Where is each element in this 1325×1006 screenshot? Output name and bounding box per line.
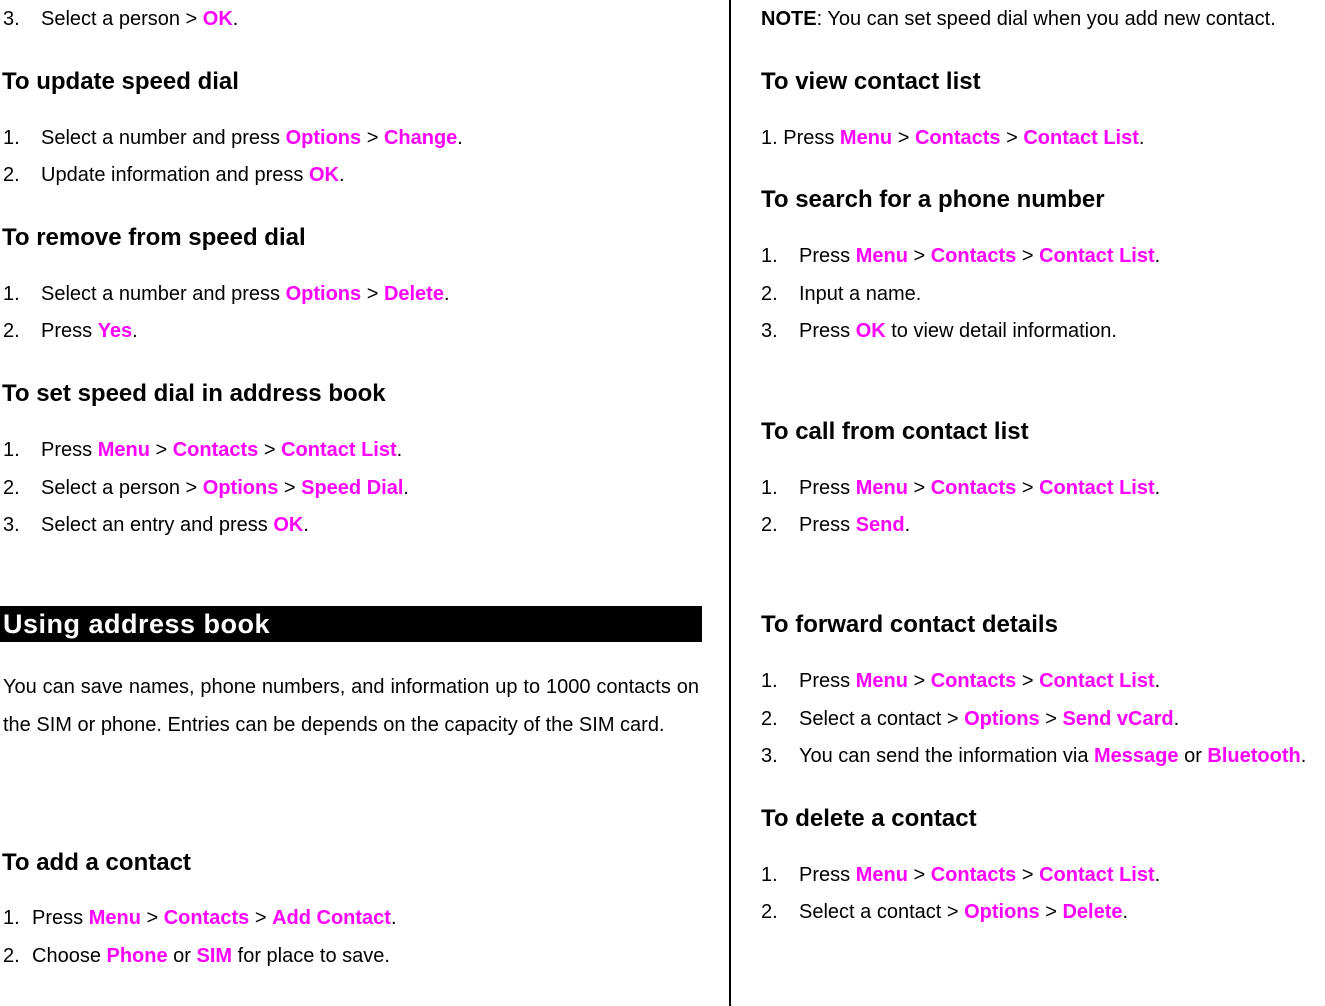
- heading-delete-contact: To delete a contact: [761, 805, 977, 832]
- column-divider: [729, 0, 731, 1006]
- step-line: 2. Choose Phone or SIM for place to save.: [3, 945, 390, 967]
- heading-set-speed-dial: To set speed dial in address book: [2, 380, 386, 407]
- intro-paragraph: You can save names, phone numbers, and information up to 1000 contacts on the SIM or phone. Entries can be depends on the capacity of the SIM card.: [3, 676, 699, 736]
- step-line: 3. Select a person > OK.: [3, 8, 239, 30]
- step-line: 1. Press Menu > Contacts > Contact List.: [761, 477, 1161, 499]
- step-line: 3. Press OK to view detail information.: [761, 320, 1117, 342]
- heading-add-contact: To add a contact: [2, 849, 191, 876]
- step-line: 1. Select a number and press Options > Change.: [3, 127, 463, 149]
- heading-search-phone-number: To search for a phone number: [761, 186, 1105, 213]
- heading-view-contact-list: To view contact list: [761, 68, 981, 95]
- step-line: 2. Press Send.: [761, 514, 911, 536]
- step-line: 1. Press Menu > Contacts > Contact List.: [761, 245, 1161, 267]
- step-line: 1. Select a number and press Options > Delete.: [3, 283, 450, 305]
- step-line: 2. Select a contact > Options > Send vCard.: [761, 708, 1180, 730]
- step-line: 1. Press Menu > Contacts > Add Contact.: [3, 907, 397, 929]
- step-line: 1. Press Menu > Contacts > Contact List.: [3, 439, 403, 461]
- step-line: 2. Update information and press OK.: [3, 164, 345, 186]
- heading-update-speed-dial: To update speed dial: [2, 68, 239, 95]
- heading-call-from-contact-list: To call from contact list: [761, 418, 1029, 445]
- step-line: 3. You can send the information via Message or Bluetooth.: [761, 745, 1307, 767]
- step-line: 2. Select a contact > Options > Delete.: [761, 901, 1129, 923]
- heading-forward-contact-details: To forward contact details: [761, 611, 1058, 638]
- step-line: 1. Press Menu > Contacts > Contact List.: [761, 864, 1161, 886]
- step-line: 1. Press Menu > Contacts > Contact List.: [761, 127, 1145, 149]
- step-line: 3. Select an entry and press OK.: [3, 514, 309, 536]
- heading-remove-speed-dial: To remove from speed dial: [2, 224, 306, 251]
- step-line: 2. Input a name.: [761, 283, 922, 305]
- step-line: 2. Select a person > Options > Speed Dial.: [3, 477, 409, 499]
- note-line: NOTE: You can set speed dial when you add new contact.: [761, 8, 1276, 30]
- step-line: 1. Press Menu > Contacts > Contact List.: [761, 670, 1161, 692]
- step-line: 2. Press Yes.: [3, 320, 138, 342]
- section-title-bar: Using address book: [0, 606, 702, 642]
